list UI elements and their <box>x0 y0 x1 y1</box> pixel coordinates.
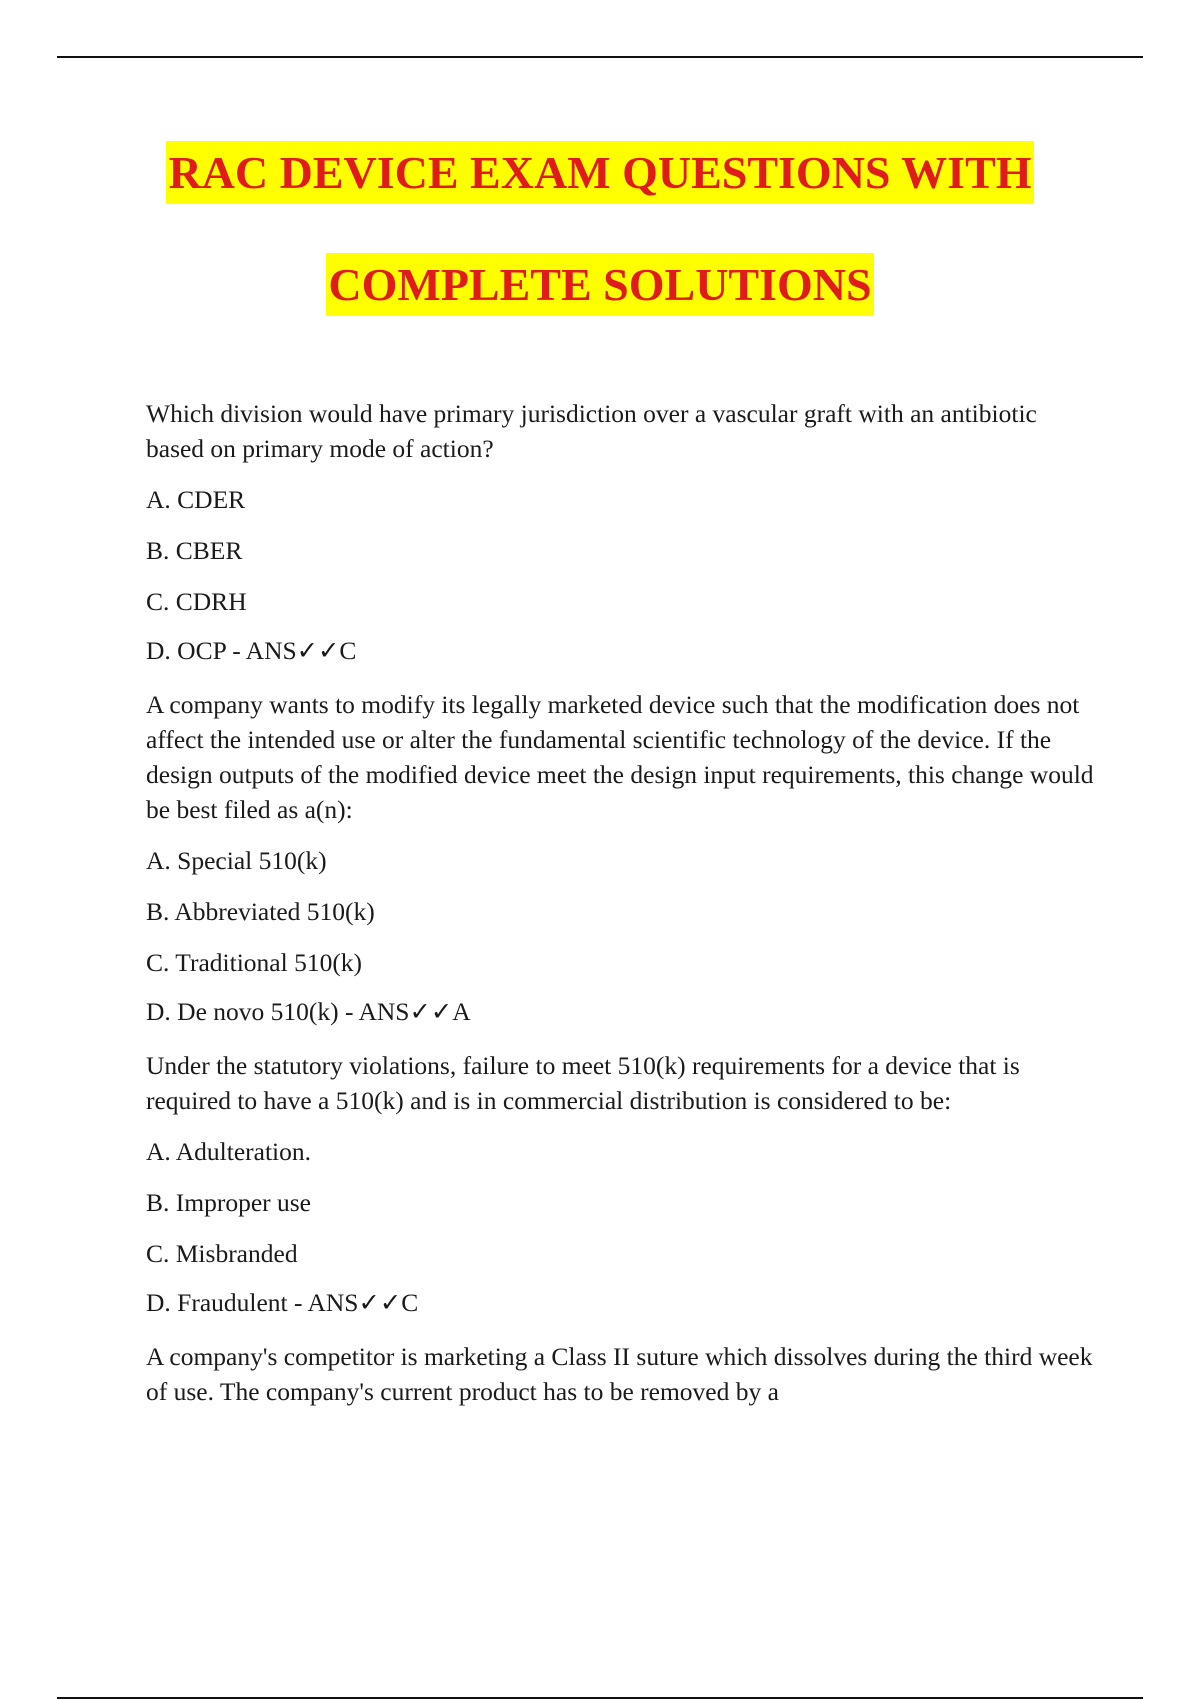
answer-option: A. CDER <box>146 485 246 514</box>
answer-option: C. CDRH <box>146 587 247 616</box>
bottom-rule <box>57 1697 1143 1699</box>
answer-option: A. Adulteration. <box>146 1137 312 1166</box>
title-highlight-1: RAC DEVICE EXAM QUESTIONS WITH <box>166 141 1033 204</box>
question-text: Under the statutory violations, failure to meet 510(k) requirements for a device that is required to have a 510(k) and is in commercial distribution is considered to be: <box>146 1051 1020 1115</box>
answer-option: C. Misbranded <box>146 1239 298 1268</box>
answer-option-with-solution: D. OCP - ANS✓✓C <box>146 636 357 665</box>
answer-option: A. Special 510(k) <box>146 846 327 875</box>
answer-option-with-solution: D. Fraudulent - ANS✓✓C <box>146 1288 419 1317</box>
title-line-1 <box>0 147 1200 198</box>
title-highlight-2: COMPLETE SOLUTIONS <box>326 253 873 316</box>
answer-option: C. Traditional 510(k) <box>146 948 363 977</box>
question-text: A company wants to modify its legally marketed device such that the modification does not affect the intended use or alter the fundamental scientific technology of the device. If the design outputs of the modified device meet the design input requirements, this change would be best filed as a(n): <box>146 690 1094 824</box>
title-line-2 <box>0 259 1200 310</box>
answer-option: B. Abbreviated 510(k) <box>146 897 375 926</box>
question-text: A company's competitor is marketing a Class II suture which dissolves during the third week of use. The company's current product has to be removed by a <box>146 1342 1093 1406</box>
question-text: Which division would have primary jurisdiction over a vascular graft with an antibiotic based on primary mode of action? <box>146 399 1037 463</box>
answer-option-with-solution: D. De novo 510(k) - ANS✓✓A <box>146 997 471 1026</box>
top-rule <box>57 56 1143 58</box>
answer-option: B. CBER <box>146 536 243 565</box>
document-body <box>146 396 1096 1425</box>
answer-option: B. Improper use <box>146 1188 312 1217</box>
